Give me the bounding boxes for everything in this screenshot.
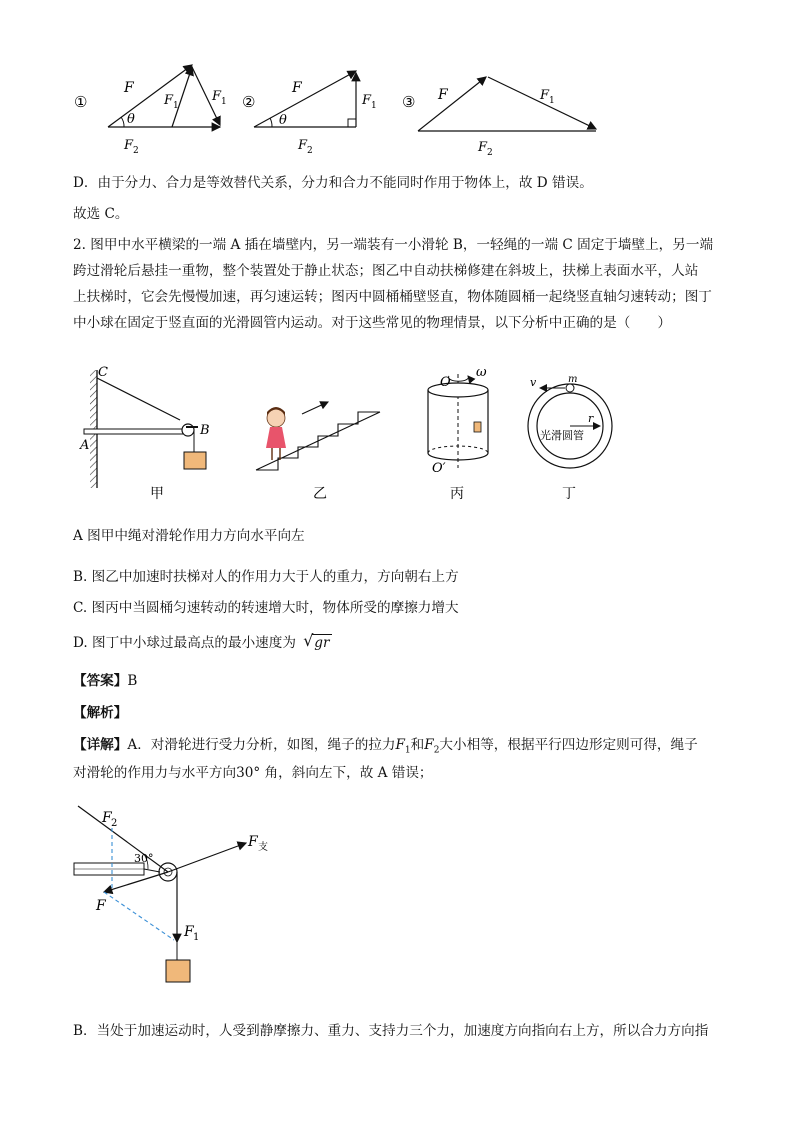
fig1-theta: θ	[127, 112, 135, 127]
fig3-F1-label: F	[540, 88, 550, 103]
detail-line-1: 【详解】A．对滑轮进行受力分析，如图，绳子的拉力$F_1$和$F_2$大小相等，根据平行四边形定则可得，绳子	[73, 737, 698, 756]
fig3-F1-vector	[488, 77, 596, 129]
label-F2: F	[102, 810, 112, 826]
fig2-F1-label: F	[362, 93, 372, 108]
svg-text:2: 2	[307, 146, 313, 156]
svg-text:1: 1	[193, 932, 200, 943]
svg-text:支: 支	[258, 842, 268, 853]
option-d-explanation: D．由于分力、合力是等效替代关系，分力和合力不能同时作用于物体上，故 D 错误。	[73, 175, 593, 191]
svg-text:1: 1	[549, 96, 555, 106]
detail-label: 【详解】	[73, 737, 128, 753]
caption-bing: 丙	[450, 486, 464, 502]
pulley-B	[182, 424, 194, 436]
label-F: F	[96, 898, 106, 914]
scene-ding	[528, 374, 612, 502]
scenes-svg	[70, 360, 630, 510]
answer-label: 【答案】	[73, 673, 128, 689]
caption-yi: 乙	[313, 486, 327, 502]
rope-CB	[97, 378, 180, 420]
fig1-F-label: F	[124, 80, 134, 96]
motion-arrow	[302, 402, 328, 414]
weight-block	[184, 452, 206, 469]
svg-text:1: 1	[371, 101, 377, 111]
scene-jia	[79, 365, 210, 502]
option-b-explanation: B．当处于加速运动时，人受到静摩擦力、重力、支持力三个力，加速度方向指向右上方，所以合力方向指	[73, 1023, 709, 1039]
caption-ding: 丁	[562, 486, 576, 502]
sqrt-expression: √ gr	[303, 631, 330, 651]
svg-text:2: 2	[111, 818, 118, 829]
analysis-label: 【解析】	[73, 705, 128, 721]
fig3-F-vector	[418, 77, 486, 131]
label-C: C	[98, 365, 108, 380]
force-diagram-svg	[70, 798, 310, 990]
fig3-number: ③	[402, 93, 416, 111]
scene-yi	[256, 402, 380, 502]
force-triangles-svg	[60, 55, 680, 165]
fig2-number: ②	[242, 93, 256, 111]
F2-vector	[78, 806, 168, 872]
fig2-F2-label: F	[298, 138, 308, 153]
fig2-F-label: F	[292, 80, 302, 96]
svg-text:1: 1	[173, 101, 179, 111]
scene-bing	[428, 365, 488, 502]
fig2-theta: θ	[279, 113, 287, 128]
label-Fzhi: F	[248, 834, 258, 850]
label-smooth-tube: 光滑圆管	[540, 429, 584, 442]
option-d-text: D. 图丁中小球过最高点的最小速度为	[73, 635, 296, 651]
svg-text:2: 2	[487, 148, 493, 158]
answer-value: B	[127, 673, 138, 689]
label-omega: ω	[476, 365, 487, 380]
label-A: A	[80, 438, 90, 453]
question-2-line-1: 2. 图甲中水平横梁的一端 A 插在墙壁内，另一端装有一小滑轮 B，一轻绳的一端 C 固定于墙壁上，另一端	[73, 237, 714, 253]
label-F1: F	[184, 924, 194, 940]
label-v: v	[530, 376, 537, 389]
force-diagram	[70, 798, 310, 990]
person-figure	[266, 407, 286, 460]
fig1-number: ①	[74, 93, 88, 111]
weight	[166, 960, 190, 982]
caption-jia: 甲	[150, 486, 164, 502]
option-a: A 图甲中绳对滑轮作用力方向水平向左	[73, 528, 305, 544]
Fzhi-vector	[168, 843, 246, 872]
fig3-F2-label: F	[478, 140, 488, 155]
question-2-line-4: 中小球在固定于竖直面的光滑圆管内运动。对于这些常见的物理情景，以下分析中正确的是（ ）	[73, 315, 672, 331]
fig1-F-vector	[108, 65, 192, 127]
label-r: r	[588, 412, 594, 425]
option-d	[73, 631, 332, 652]
top-figures	[60, 55, 680, 165]
svg-text:2: 2	[133, 146, 139, 156]
fig1-F1b-label: F	[212, 89, 222, 104]
svg-text:1: 1	[221, 97, 227, 107]
label-B: B	[200, 423, 210, 438]
fig1-F1-label: F	[164, 93, 174, 108]
fig3-F-label: F	[438, 87, 448, 103]
answer-line	[73, 672, 137, 690]
detail-line-2: 对滑轮的作用力与水平方向30° 角，斜向左下，故 A 错误；	[73, 765, 433, 781]
label-30deg: 30°	[134, 852, 154, 865]
crossbeam-AB	[84, 429, 184, 434]
option-b: B. 图乙中加速时扶梯对人的作用力大于人的重力，方向朝右上方	[73, 569, 459, 585]
object-block	[474, 422, 481, 432]
conclusion-c: 故选 C。	[73, 206, 129, 222]
small-ball	[566, 384, 574, 392]
question-figures	[70, 360, 630, 510]
label-m: m	[568, 374, 578, 385]
label-O: O	[440, 375, 451, 390]
option-c: C. 图丙中当圆桶匀速转动的转速增大时，物体所受的摩擦力增大	[73, 600, 459, 616]
label-O-prime: O′	[432, 461, 446, 476]
fig1-F2-label: F	[124, 138, 134, 153]
question-2-line-2: 跨过滑轮后悬挂一重物，整个装置处于静止状态；图乙中自动扶梯修建在斜坡上，扶梯上表面水平，人站	[73, 263, 699, 279]
question-2-line-3: 上扶梯时，它会先慢慢加速，再匀速运转；图丙中圆桶桶壁竖直，物体随圆桶一起绕竖直轴匀速转动；图丁	[73, 289, 712, 305]
fig1-F1-vector	[172, 67, 192, 127]
fig2-F-vector	[254, 71, 356, 127]
